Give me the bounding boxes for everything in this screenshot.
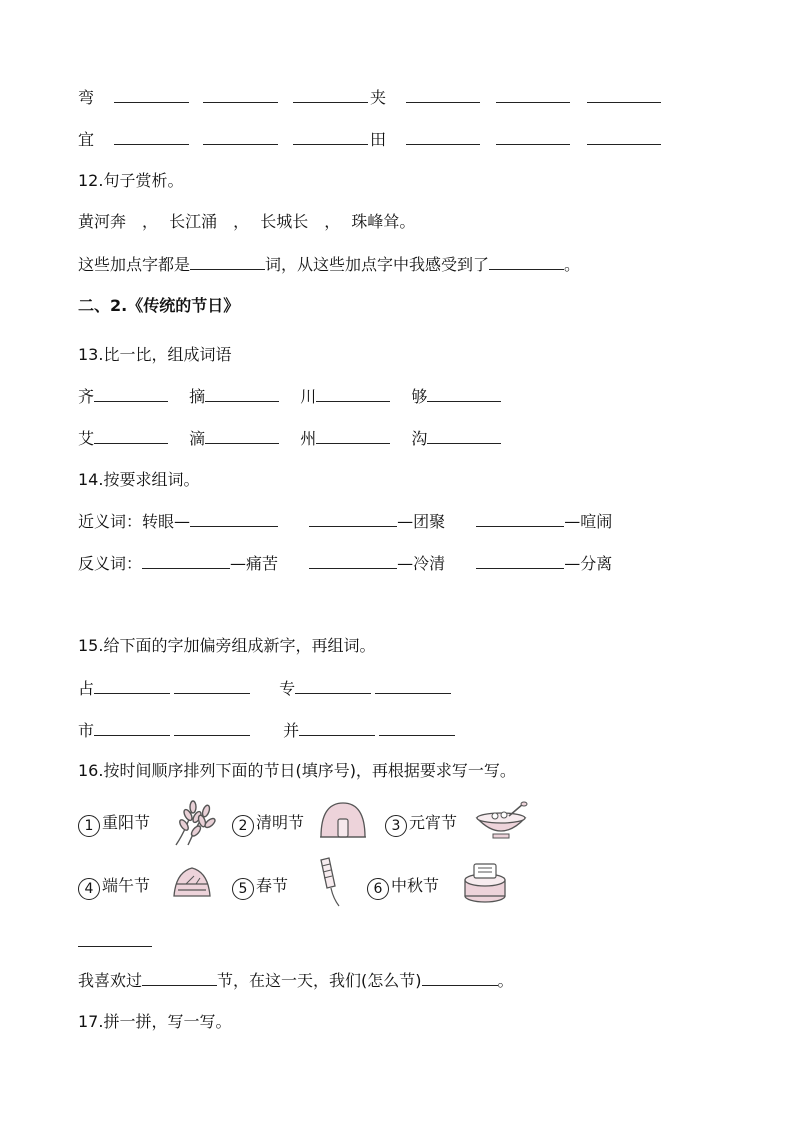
q13-row2 <box>78 427 501 450</box>
char-label: 摘 <box>189 387 206 406</box>
answer-blank[interactable] <box>295 677 371 694</box>
question-text: 。 <box>497 971 514 990</box>
q14-title: 14.按要求组词。 <box>78 470 200 489</box>
q12-question <box>78 253 580 276</box>
answer-blank[interactable] <box>309 552 397 569</box>
circled-number: 2 <box>232 815 254 837</box>
char-label: 专 <box>279 679 296 698</box>
q11-row2 <box>78 128 368 151</box>
q11-row1 <box>78 86 368 109</box>
phrase: 黄河奔 <box>78 212 127 231</box>
q15-title: 15.给下面的字加偏旁组成新字，再组词。 <box>78 636 376 655</box>
answer-blank[interactable] <box>94 677 170 694</box>
char-label: 并 <box>283 721 300 740</box>
q13-title: 13.比一比，组成词语 <box>78 345 232 364</box>
answer-blank[interactable] <box>94 385 168 402</box>
festival-name: 清明节 <box>256 813 305 832</box>
answer-blank[interactable] <box>142 969 217 986</box>
answer-blank[interactable] <box>422 969 498 986</box>
question-text: —团聚 <box>397 512 446 531</box>
answer-blank[interactable] <box>309 510 397 527</box>
answer-blank[interactable] <box>114 128 189 145</box>
punct: ， <box>324 212 341 231</box>
q14-antonyms <box>78 552 612 575</box>
char-label: 州 <box>300 429 317 448</box>
char-label: 市 <box>78 721 95 740</box>
question-text: 我喜欢过 <box>78 971 143 990</box>
festival-item <box>232 875 288 900</box>
answer-blank[interactable] <box>205 385 279 402</box>
festival-item <box>78 812 150 837</box>
question-text: —冷清 <box>397 554 446 573</box>
question-text: 节，在这一天，我们(怎么节) <box>217 971 422 990</box>
punct: ， <box>142 212 159 231</box>
q15-row2 <box>78 719 455 742</box>
answer-blank[interactable] <box>489 253 564 270</box>
q14-synonyms <box>78 510 612 533</box>
char-label: 田 <box>370 130 387 149</box>
answer-blank[interactable] <box>476 510 564 527</box>
answer-blank[interactable] <box>293 86 368 103</box>
phrase: 珠峰耸 <box>351 212 400 231</box>
answer-blank[interactable] <box>587 128 661 145</box>
mooncake-icon <box>460 858 510 906</box>
phrase: 长城长 <box>260 212 309 231</box>
char-label: 够 <box>411 387 428 406</box>
wheat-icon <box>166 797 220 847</box>
answer-blank[interactable] <box>496 86 570 103</box>
q13-row1 <box>78 385 501 408</box>
q16-question <box>78 969 514 992</box>
char-label: 夹 <box>370 88 387 107</box>
answer-blank[interactable] <box>114 86 189 103</box>
festival-name: 中秋节 <box>391 876 440 895</box>
answer-blank[interactable] <box>174 677 250 694</box>
answer-blank[interactable] <box>406 86 480 103</box>
answer-blank[interactable] <box>205 427 279 444</box>
answer-blank[interactable] <box>190 253 265 270</box>
festival-name: 重阳节 <box>102 813 151 832</box>
festival-name: 元宵节 <box>409 813 458 832</box>
answer-blank[interactable] <box>94 427 168 444</box>
festival-item <box>385 812 457 837</box>
question-text: 近义词：转眼— <box>78 512 191 531</box>
order-answer <box>78 930 152 953</box>
q11-row1-right <box>370 86 661 109</box>
circled-number: 3 <box>385 815 407 837</box>
char-label: 沟 <box>411 429 428 448</box>
char-label: 弯 <box>78 88 95 107</box>
punct: 。 <box>399 212 416 231</box>
answer-blank[interactable] <box>406 128 480 145</box>
question-text: 。 <box>564 255 581 274</box>
festival-name: 端午节 <box>102 876 151 895</box>
phrase: 长江涌 <box>169 212 218 231</box>
punct: ， <box>233 212 250 231</box>
char-label: 川 <box>300 387 317 406</box>
answer-blank[interactable] <box>142 552 230 569</box>
section-title: 二、2.《传统的节日》 <box>78 296 240 315</box>
festival-name: 春节 <box>256 876 289 895</box>
festival-item <box>78 875 150 900</box>
q15-row1 <box>78 677 451 700</box>
answer-blank[interactable] <box>476 552 564 569</box>
festival-item <box>367 875 439 900</box>
answer-blank[interactable] <box>190 510 278 527</box>
char-label: 宜 <box>78 130 95 149</box>
char-label: 滴 <box>189 429 206 448</box>
question-text: —痛苦 <box>230 554 279 573</box>
answer-blank[interactable] <box>203 86 278 103</box>
question-text: 词，从这些加点字中我感受到了 <box>265 255 490 274</box>
char-label: 艾 <box>78 429 95 448</box>
answer-blank[interactable] <box>293 128 368 145</box>
answer-blank[interactable] <box>587 86 661 103</box>
answer-blank[interactable] <box>379 719 455 736</box>
q12-sentence <box>78 211 415 233</box>
answer-blank[interactable] <box>427 427 501 444</box>
answer-blank[interactable] <box>427 385 501 402</box>
circled-number: 1 <box>78 815 100 837</box>
q16-title: 16.按时间顺序排列下面的节日(填序号)，再根据要求写一写。 <box>78 761 516 780</box>
question-text: 反义词： <box>78 554 143 573</box>
char-label: 占 <box>78 679 95 698</box>
zongzi-icon <box>170 862 214 904</box>
answer-blank[interactable] <box>496 128 570 145</box>
circled-number: 4 <box>78 878 100 900</box>
char-label: 齐 <box>78 387 95 406</box>
q11-row2-right <box>370 128 661 151</box>
bowl-icon <box>475 800 531 842</box>
q17-title: 17.拼一拼，写一写。 <box>78 1012 232 1031</box>
question-text: —喧闹 <box>564 512 613 531</box>
firecracker-icon <box>313 856 347 912</box>
answer-blank[interactable] <box>316 385 390 402</box>
circled-number: 5 <box>232 878 254 900</box>
answer-blank[interactable] <box>78 930 152 947</box>
tomb-icon <box>318 799 368 841</box>
answer-blank[interactable] <box>203 128 278 145</box>
answer-blank[interactable] <box>299 719 375 736</box>
answer-blank[interactable] <box>316 427 390 444</box>
festival-item <box>232 812 304 837</box>
answer-blank[interactable] <box>94 719 170 736</box>
q12-title: 12.句子赏析。 <box>78 171 184 190</box>
answer-blank[interactable] <box>375 677 451 694</box>
circled-number: 6 <box>367 878 389 900</box>
question-text: 这些加点字都是 <box>78 255 191 274</box>
answer-blank[interactable] <box>174 719 250 736</box>
question-text: —分离 <box>564 554 613 573</box>
